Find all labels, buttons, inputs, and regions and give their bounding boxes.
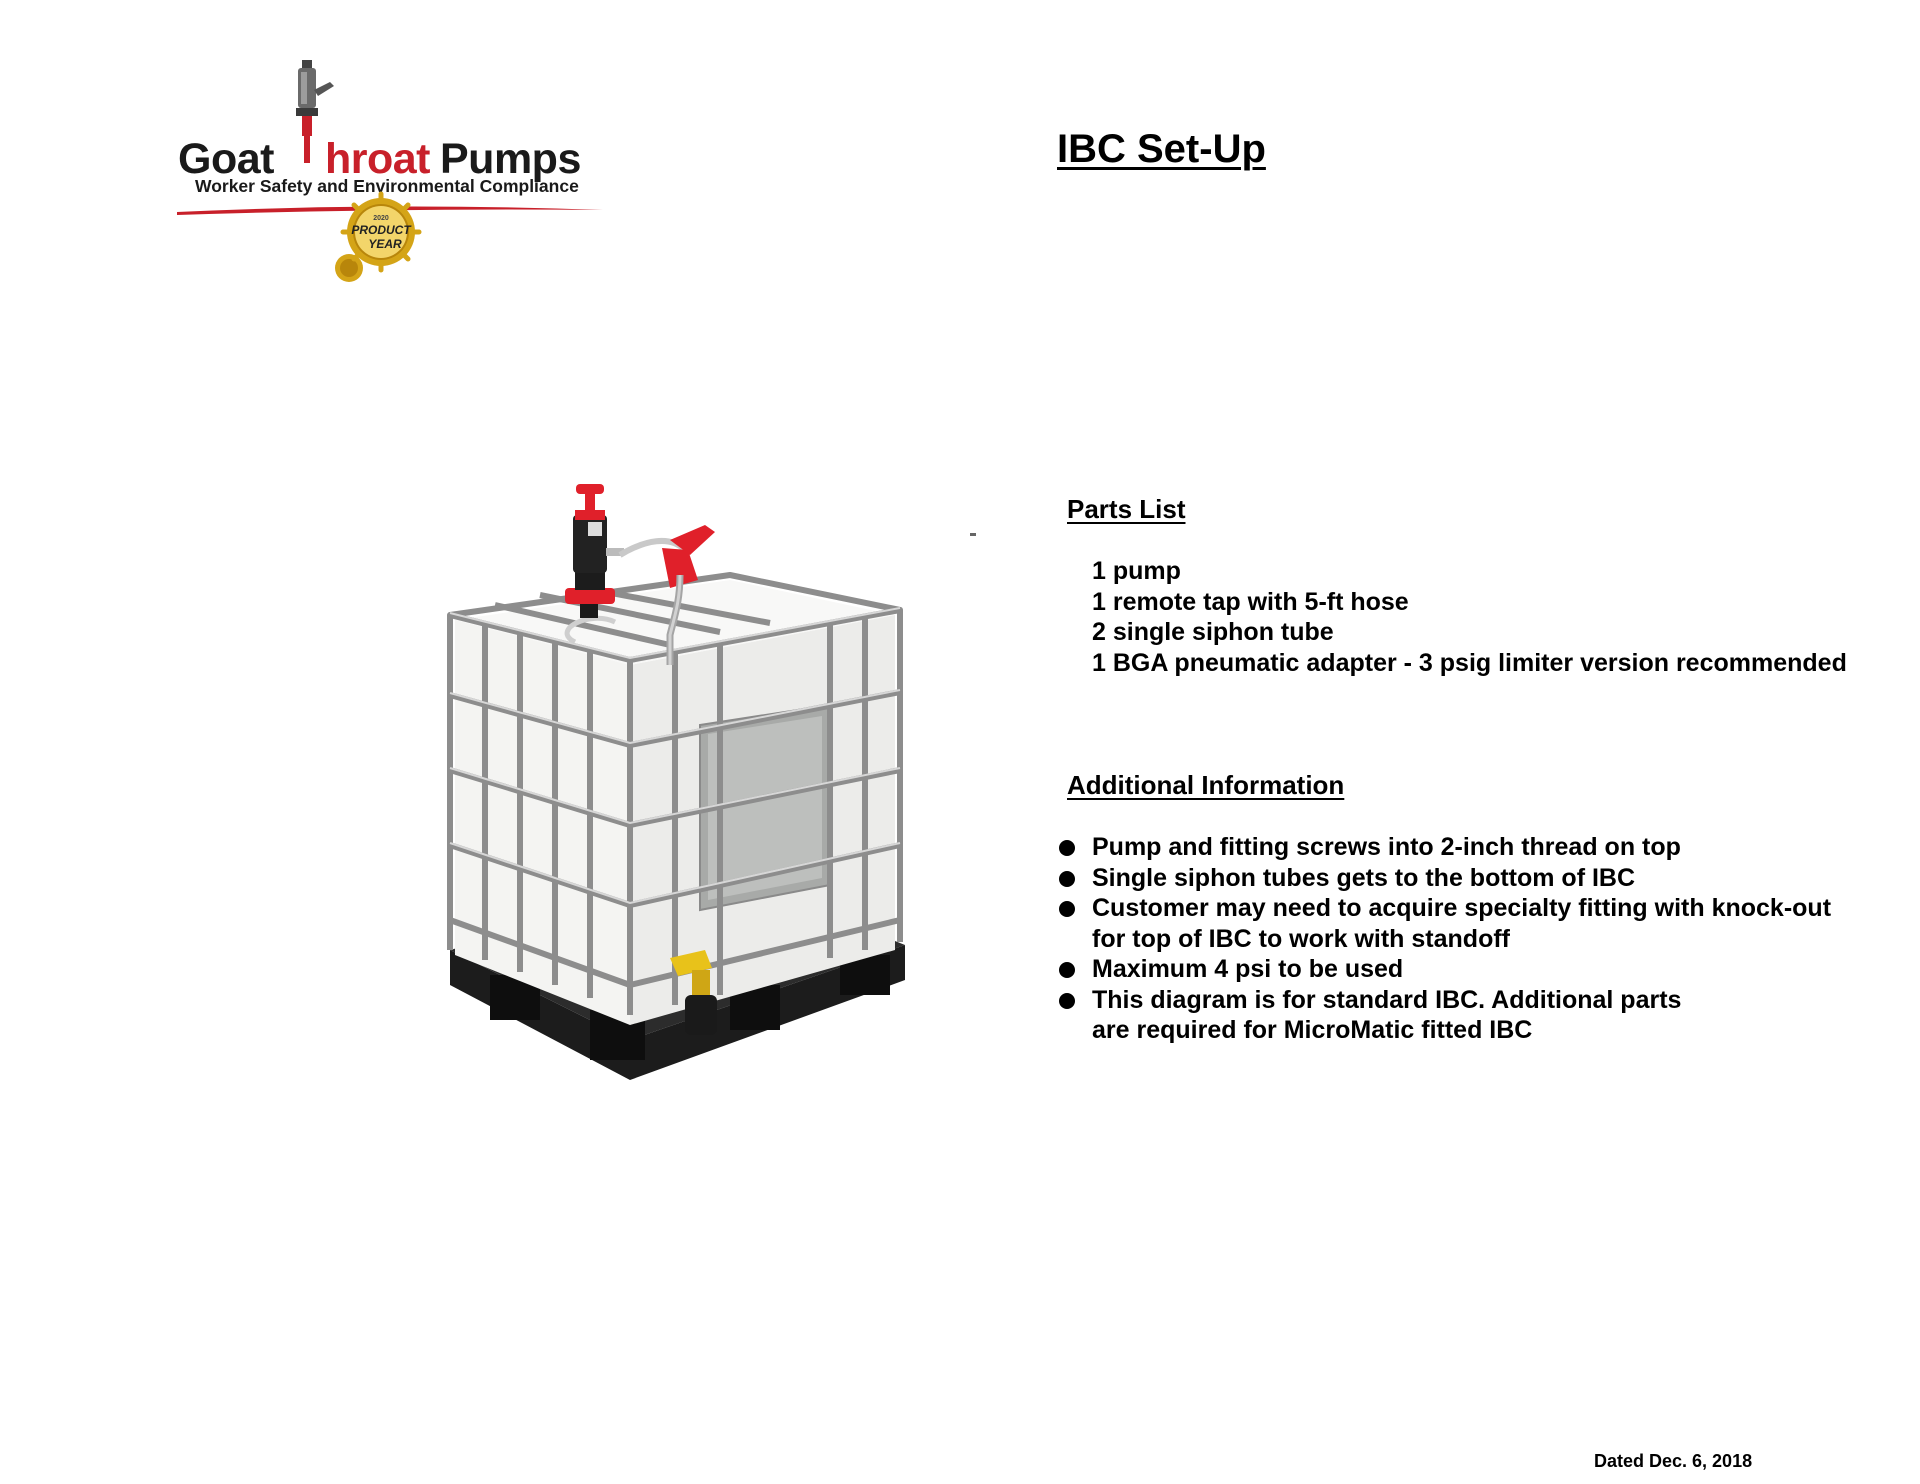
info-list-item xyxy=(1055,893,1831,954)
parts-list-heading: Parts List xyxy=(1067,494,1186,524)
parts-list-item: 1 BGA pneumatic adapter - 3 psig limiter version recommended xyxy=(1092,648,1847,677)
bullet-icon xyxy=(1059,840,1075,856)
award-badge-icon xyxy=(333,190,423,285)
logo-text-goat: Goat xyxy=(178,135,274,183)
award-text-yr: YEAR xyxy=(368,237,402,251)
dated-note: Dated Dec. 6, 2018 xyxy=(1594,1451,1753,1471)
info-line: for top of IBC to work with standoff xyxy=(1092,924,1510,953)
parts-list-item: 1 pump xyxy=(1092,557,1181,585)
parts-list xyxy=(1092,556,1847,678)
parts-list-item: 1 remote tap with 5-ft hose xyxy=(1092,587,1409,616)
info-list-item xyxy=(1055,954,1831,985)
info-line: Pump and fitting screws into 2-inch thread on top xyxy=(1092,833,1681,861)
bullet-icon xyxy=(1059,871,1075,887)
additional-info-list xyxy=(1055,832,1831,1046)
company-logo xyxy=(175,60,615,285)
logo-text-throat: hroat xyxy=(325,135,430,183)
page-title: IBC Set-Up xyxy=(1057,127,1266,171)
award-text-product: PRODUCT xyxy=(351,223,411,237)
bullet-icon xyxy=(1059,901,1075,917)
info-line: Customer may need to acquire specialty fitting with knock-out xyxy=(1092,894,1832,922)
info-list-item xyxy=(1055,832,1831,863)
info-line: are required for MicroMatic fitted IBC xyxy=(1092,1016,1533,1044)
info-list-item xyxy=(1055,985,1831,1046)
info-line: Maximum 4 psi to be used xyxy=(1092,955,1404,983)
award-text-year: 2020 xyxy=(373,215,389,222)
info-list-item xyxy=(1055,863,1831,894)
ibc-tote-image xyxy=(430,480,930,1090)
info-line: Single siphon tubes gets to the bottom of IBC xyxy=(1092,863,1636,892)
logo-tagline: Worker Safety and Environmental Compliance xyxy=(195,176,579,196)
logo-text-pumps: Pumps xyxy=(440,135,581,183)
parts-list-item: 2 single siphon tube xyxy=(1092,618,1334,646)
bullet-icon xyxy=(1059,962,1075,978)
bullet-icon xyxy=(1059,993,1075,1009)
info-line: This diagram is for standard IBC. Additional parts xyxy=(1092,985,1682,1014)
additional-info-heading: Additional Information xyxy=(1067,770,1345,800)
stray-mark xyxy=(970,533,976,536)
